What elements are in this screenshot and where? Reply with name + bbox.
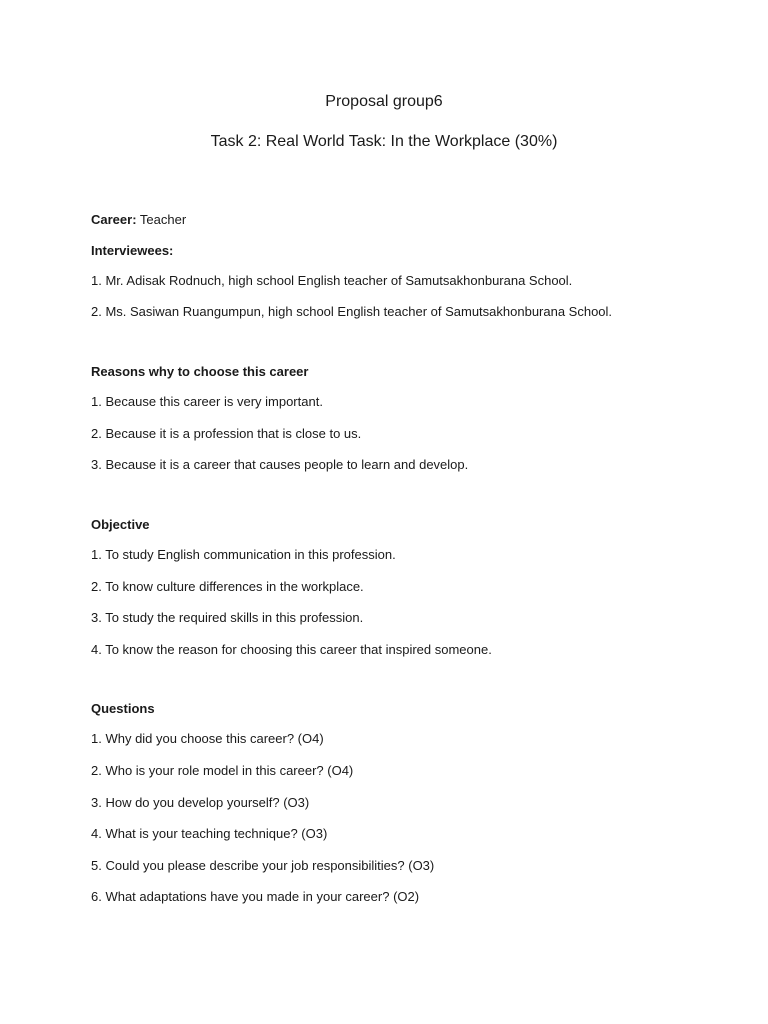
reason-item: 2. Because it is a profession that is close to us. [91,426,362,441]
career-line [91,212,186,228]
question-item: 2. Who is your role model in this career? (O4) [91,763,354,778]
questions-heading: Questions [91,701,155,716]
career-value: Teacher [136,212,187,227]
question-item: 3. How do you develop yourself? (O3) [91,795,310,810]
objective-item: 1. To study English communication in this profession. [91,547,396,562]
reasons-heading: Reasons why to choose this career [91,364,309,379]
objective-item: 2. To know culture differences in the workplace. [91,579,364,594]
interviewee-item: 2. Ms. Sasiwan Ruangumpun, high school English teacher of Samutsakhonburana School. [91,304,613,319]
document-title: Proposal group6 [325,93,443,110]
objective-item: 4. To know the reason for choosing this career that inspired someone. [91,642,492,657]
objective-item: 3. To study the required skills in this profession. [91,610,364,625]
document-subtitle: Task 2: Real World Task: In the Workplace (30%) [210,133,558,150]
question-item: 4. What is your teaching technique? (O3) [91,826,328,841]
question-item: 6. What adaptations have you made in your career? (O2) [91,889,420,904]
reason-item: 1. Because this career is very important. [91,394,323,409]
career-label: Career: [91,212,137,227]
interviewees-heading: Interviewees: [91,243,174,258]
reason-item: 3. Because it is a career that causes people to learn and develop. [91,457,469,472]
question-item: 1. Why did you choose this career? (O4) [91,731,324,746]
interviewee-item: 1. Mr. Adisak Rodnuch, high school English teacher of Samutsakhonburana School. [91,273,573,288]
objective-heading: Objective [91,517,150,532]
question-item: 5. Could you please describe your job responsibilities? (O3) [91,858,435,873]
